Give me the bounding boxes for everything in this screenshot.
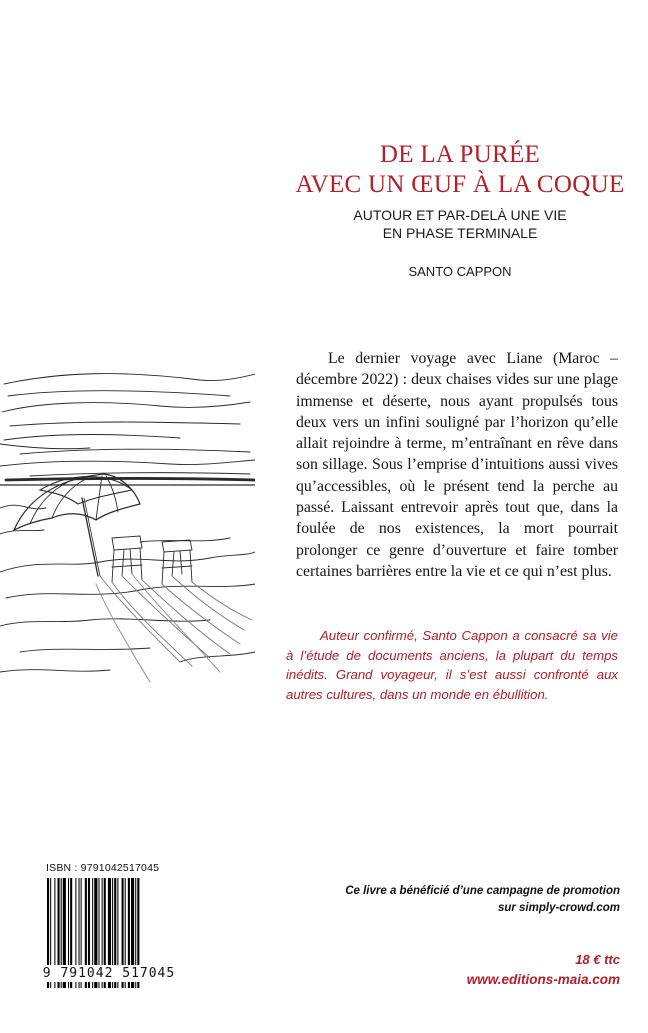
title-block <box>260 140 648 279</box>
promotion-line-1: Ce livre a bénéficié d’une campagne de promotion <box>345 885 620 897</box>
subtitle-line-1: AUTOUR ET PAR-DELÀ UNE VIE <box>353 207 567 223</box>
price: 18 € ttc <box>575 952 620 967</box>
book-title-line-1: DE LA PURÉE <box>379 141 541 168</box>
isbn-label: ISBN : 9791042517045 <box>46 862 160 874</box>
promotion-line-2: sur simply-crowd.com <box>497 902 620 914</box>
back-cover-blurb: Le dernier voyage avec Liane (Maroc – décembre 2022) : deux chaises vides sur une plage immense et déserte, nous ayant propulsés tous deux vers un infini souligné par l’horizon qu’elle allait rejoindre à terme, m’entraînant en rêve dans son sillage. Sous l’emprise d’intuitions aussi vives qu’accessibles, où le présent tend la perche au passé. Laissant entrevoir après tout que, dans la foulée de nos existences, la mort pourrait prolonger ce genre d’ouverture et faire tomber certaines barrières entre la vie et ce qui n’est plus. <box>296 350 618 580</box>
book-subtitle <box>260 206 648 242</box>
author-bio: Auteur confirmé, Santo Cappon a consacré sa vie à l’étude de documents anciens, la plupart du temps inédits. Grand voyageur, il s’est aussi confronté aux autres cultures, dans un monde en ébullition. <box>286 628 618 702</box>
subtitle-line-2: EN PHASE TERMINALE <box>382 225 538 241</box>
book-title-line-2: AVEC UN ŒUF À LA COQUE <box>295 171 625 198</box>
promotion-note <box>345 883 620 917</box>
author-name: SANTO CAPPON <box>408 264 512 279</box>
beach-illustration <box>0 362 255 717</box>
barcode-digits: 9 791042 517045 <box>40 965 178 982</box>
publisher-website: www.editions-maia.com <box>466 972 620 987</box>
